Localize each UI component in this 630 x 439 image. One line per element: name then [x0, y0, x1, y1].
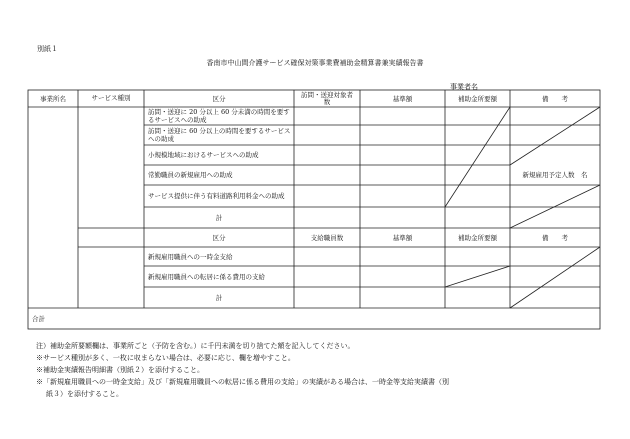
document-title: 香南市中山間介護サービス確保対策事業費補助金精算書兼実績報告書 [206, 59, 424, 67]
header-service-type: サービス種別 [91, 94, 131, 102]
header2-remarks: 備 考 [542, 233, 568, 242]
note-2: ※サービス種別が多く、一枚に収まらない場合は、必要に応じ、欄を増やすこと。 [36, 354, 295, 362]
category2-row-1: 新規雇用職員への一時金支給 [148, 252, 233, 261]
header2-base-amount: 基準額 [392, 233, 413, 242]
header2-required-amount: 補助金所要額 [458, 233, 497, 242]
category-row-5: サービス提供に伴う有料道路利用料金への助成 [148, 192, 285, 200]
note-4: ※「新規雇用職員への一時金支給」及び「新規雇用職員への転居に係る費用の支給」の実績がある場合は、一時金等支給実績書（別 [36, 378, 449, 386]
header-office-name: 事業所名 [40, 94, 66, 103]
subtotal2-label: 計 [215, 293, 223, 302]
header2-category: 区分 [212, 233, 226, 242]
note-1: 注）補助金所要額欄は、事業所ごと（予防を含む。）に千円未満を切り捨てた額を記入してください。 [36, 342, 355, 350]
category-row-2: 訪問・送迎に 60 分以上の時間を要するサービスへの助成 [148, 127, 291, 143]
category-row-1: 訪問・送迎に 20 分以上 60 分未満の時間を要するサービスへの助成 [148, 108, 290, 124]
note-3: ※補助金実績報告明細書（別紙２）を添付すること。 [36, 366, 204, 374]
category-row-4: 常勤職員の新規雇用への助成 [148, 171, 233, 179]
category2-row-2: 新規雇用職員への転居に係る費用の支給 [148, 272, 265, 281]
header-target-count: 訪問・送迎対象者数 [301, 90, 353, 106]
subtotal-label: 計 [215, 213, 223, 222]
applicant-label: 事業者名 [450, 83, 478, 91]
note-5: 紙３）を添付すること。 [46, 390, 123, 398]
header-required-amount: 補助金所要額 [458, 94, 497, 103]
header-remarks: 備 考 [542, 94, 568, 103]
remark-new-hires: 新規雇用予定人数 名 [522, 171, 588, 179]
total-label: 合計 [32, 314, 45, 323]
header2-staff-count: 支給職員数 [310, 233, 344, 242]
header-category: 区分 [212, 94, 226, 103]
header-base-amount: 基準額 [392, 94, 413, 103]
category-row-3: 小規模地域におけるサービスへの助成 [148, 151, 259, 159]
annex-label: 別紙１ [37, 45, 58, 53]
